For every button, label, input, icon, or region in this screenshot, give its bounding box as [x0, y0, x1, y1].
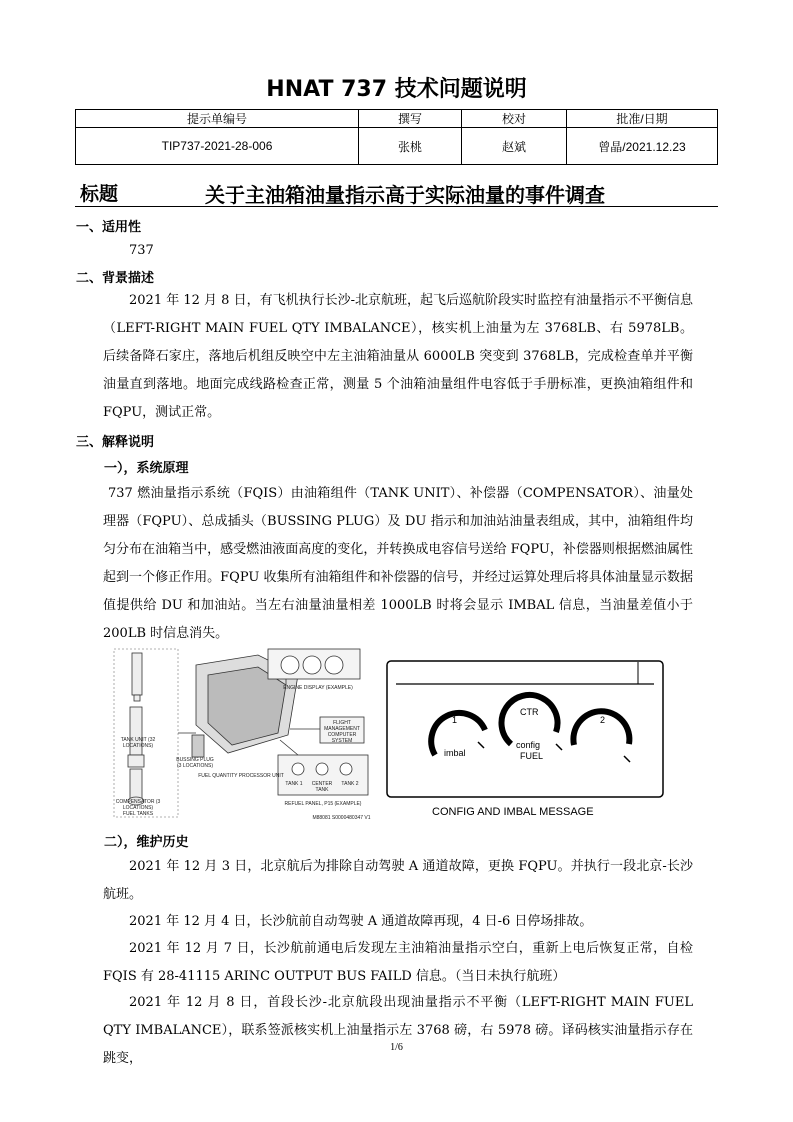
gauge-label-left: 1 — [452, 715, 458, 725]
imbal-display-svg — [386, 660, 664, 800]
history-paragraph-3: 2021 年 12 月 7 日，长沙航前通电后发现左主油箱油量指示空白，重新上电后恢复正常，自检 FQIS 有 28-41115 ARINC OUTPUT BUS FAILD 信息。（当日未执行航班） — [103, 941, 693, 984]
tank-unit-probe-1 — [132, 653, 142, 695]
imbal-display-figure — [386, 660, 664, 823]
meta-value-row — [76, 128, 718, 165]
subsection-history-heading: 二），维护历史 — [104, 835, 189, 850]
value-tip-number: TIP737-2021-28-006 — [76, 128, 359, 165]
fqis-diagram — [108, 645, 375, 823]
label-figure-id: M88081 S0000480347 V1 — [312, 815, 371, 821]
value-approval: 曾晶/2021.12.23 — [567, 128, 718, 165]
header-tip-number: 提示单编号 — [76, 110, 359, 128]
section-explanation-heading: 三、解释说明 — [76, 435, 155, 450]
section-background-text: 2021 年 12 月 8 日，有飞机执行长沙-北京航班，起飞后巡航阶段实时监控有油量指示不平衡信息（LEFT-RIGHT MAIN FUEL QTY IMBALANCE），核实机上油量为左 3768LB、右 5978LB。后续备降石家庄，落地后机组反映空中左主油箱油量从 6000LB 突变到 3768LB，完成检查单并平衡油量直到落地。地面完成线路检查正常，测量 5 个油箱油量组件电容低于手册标准，更换油箱组件和 FQPU，测试正常。 — [103, 293, 693, 420]
label-tank2: TANK 2 — [341, 781, 359, 787]
section-applicability-heading: 一、适用性 — [76, 220, 142, 235]
value-author: 张桃 — [359, 128, 462, 165]
history-paragraph-1: 2021 年 12 月 3 日，北京航后为排除自动驾驶 A 通道故障，更换 FQPU。并执行一段北京-长沙航班。 — [103, 859, 693, 902]
label-fqpu: FUEL QUANTITY PROCESSOR UNIT — [198, 773, 284, 779]
meta-header-row — [76, 110, 718, 128]
gauge-label-center: CTR — [520, 707, 539, 717]
history-paragraph-2: 2021 年 12 月 4 日，长沙航前自动驾驶 A 通道故障再现，4 日-6 日停场排故。 — [129, 914, 593, 929]
imbal-message: imbal — [444, 748, 466, 758]
header-proofread: 校对 — [462, 110, 567, 128]
figure-caption: CONFIG AND IMBAL MESSAGE — [432, 806, 594, 818]
subsection-principle-text: 737 燃油量指示系统（FQIS）由油箱组件（TANK UNIT）、补偿器（COMPENSATOR）、油量处理器（FQPU）、总成插头（BUSSING PLUG）及 DU 指示和加油站油量表组成，其中，油箱组件均匀分布在油箱当中，感受燃油液面高度的变化，并转换成电容信号送给 FQPU，补偿器则根据燃油属性起到一个修正作用。FQPU 收集所有油箱组件和补偿器的信号，并经过运算处理后将具体油量显示数据值提供给 DU 和加油站。当左右油量油量相差 1000LB 时将会显示 IMBAL 信息，当油量差值小于 200LB 时信息消失。 — [103, 486, 693, 641]
config-message: config — [516, 740, 541, 750]
label-fuel-tanks: FUEL TANKS — [122, 811, 154, 817]
label-engine-display: ENGINE DISPLAY (EXAMPLE) — [283, 685, 353, 691]
label-center-tank: CENTER TANK — [311, 781, 333, 793]
label-tank1: TANK 1 — [285, 781, 303, 787]
compensator-probe — [130, 769, 142, 799]
label-fmcs: FLIGHT MANAGEMENT COMPUTER SYSTEM — [324, 720, 360, 744]
meta-table — [75, 109, 718, 165]
gauge-label-right: 2 — [600, 715, 606, 725]
label-refuel-panel: REFUEL PANEL, P15 (EXAMPLE) — [284, 801, 362, 807]
header-approval: 批准/日期 — [567, 110, 718, 128]
page-number: 1/6 — [390, 1042, 403, 1053]
fuel-label: FUEL — [520, 751, 544, 761]
subject-text: 关于主油箱油量指示高于实际油量的事件调查 — [205, 183, 605, 207]
section-applicability-text: 737 — [129, 243, 154, 258]
subject-label: 标题 — [80, 183, 119, 205]
subsection-principle-heading: 一），系统原理 — [104, 461, 189, 476]
subject-divider — [75, 206, 718, 207]
label-tank-unit: TANK UNIT (32 LOCATIONS) — [120, 737, 156, 749]
label-compensator: COMPENSATOR (3 LOCATIONS) — [115, 799, 161, 811]
section-background-heading: 二、背景描述 — [76, 271, 155, 286]
document-title: HNAT 737 技术问题说明 — [266, 77, 527, 102]
value-proofread: 赵斌 — [462, 128, 567, 165]
history-paragraph-4: 2021 年 12 月 8 日，首段长沙-北京航段出现油量指示不平衡（LEFT-RIGHT MAIN FUEL QTY IMBALANCE），联系签派核实机上油量指示左 3768 磅，右 5978 磅。译码核实油量指示存在跳变， — [103, 995, 693, 1066]
header-author: 撰写 — [359, 110, 462, 128]
label-bussing-plug: BUSSING PLUG (3 LOCATIONS) — [176, 757, 214, 769]
